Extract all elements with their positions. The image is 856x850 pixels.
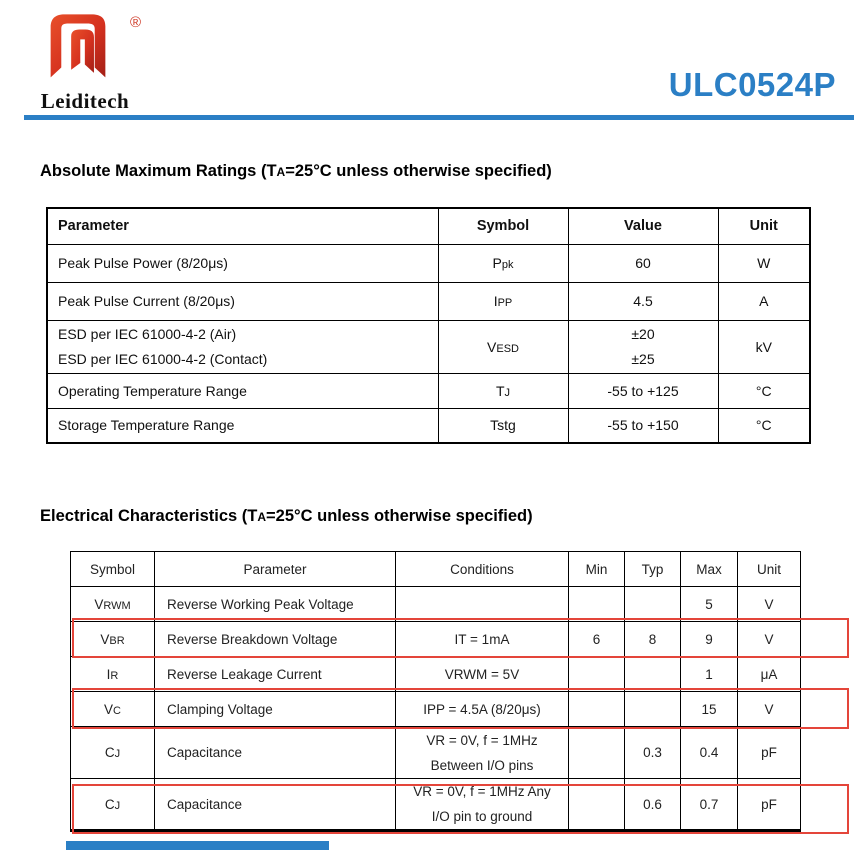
cell-max: 5 (681, 587, 738, 622)
cell-typ: 8 (625, 622, 681, 657)
cell-min (569, 727, 625, 779)
cell-symbol: Ppk (438, 244, 568, 282)
abs-max-title: Absolute Maximum Ratings (TA=25°C unless otherwise specified) (40, 162, 552, 180)
cell-typ (625, 657, 681, 692)
cell-conditions: VRWM = 5V (396, 657, 569, 692)
cell-conditions (396, 587, 569, 622)
cell-value: -55 to +150 (568, 408, 718, 443)
cell-unit: A (718, 282, 810, 320)
col-unit: Unit (718, 208, 810, 244)
elec-char-table (70, 551, 801, 832)
col-symbol: Symbol (438, 208, 568, 244)
cell-parameter: Capacitance (155, 727, 396, 779)
cell-min (569, 779, 625, 831)
cell-symbol: VRWM (71, 587, 155, 622)
cell-unit: V (738, 692, 801, 727)
cell-parameter: Capacitance (155, 779, 396, 831)
cell-unit: V (738, 587, 801, 622)
cell-parameter: Clamping Voltage (155, 692, 396, 727)
cell-conditions: IPP = 4.5A (8/20μs) (396, 692, 569, 727)
cell-value: ±20 ±25 (568, 320, 718, 373)
table-row (47, 282, 810, 320)
cell-symbol: VESD (438, 320, 568, 373)
col-value: Value (568, 208, 718, 244)
cell-unit: °C (718, 373, 810, 408)
cell-unit: pF (738, 727, 801, 779)
table-header-row (71, 552, 801, 587)
col-parameter: Parameter (47, 208, 438, 244)
cell-min (569, 657, 625, 692)
cell-symbol: CJ (71, 727, 155, 779)
col-min: Min (569, 552, 625, 587)
cell-parameter: Reverse Working Peak Voltage (155, 587, 396, 622)
cell-unit: W (718, 244, 810, 282)
registered-trademark-icon: ® (130, 14, 142, 31)
table-row (47, 373, 810, 408)
cell-parameter: Peak Pulse Power (8/20μs) (47, 244, 438, 282)
logo (30, 6, 160, 114)
table-row-highlighted (71, 692, 801, 727)
cell-symbol: CJ (71, 779, 155, 831)
cell-min (569, 692, 625, 727)
table-row (47, 408, 810, 443)
table-header-row (47, 208, 810, 244)
cell-value: 4.5 (568, 282, 718, 320)
cell-conditions: VR = 0V, f = 1MHz Any I/O pin to ground (396, 779, 569, 831)
table-row (71, 657, 801, 692)
cell-max: 9 (681, 622, 738, 657)
table-row-highlighted (71, 779, 801, 831)
cell-parameter: Reverse Breakdown Voltage (155, 622, 396, 657)
cell-parameter: ESD per IEC 61000-4-2 (Air) ESD per IEC 61000-4-2 (Contact) (47, 320, 438, 373)
cell-typ (625, 587, 681, 622)
cell-max: 1 (681, 657, 738, 692)
cell-symbol: VBR (71, 622, 155, 657)
abs-max-table (46, 207, 811, 444)
cell-conditions: VR = 0V, f = 1MHz Between I/O pins (396, 727, 569, 779)
cell-max: 0.7 (681, 779, 738, 831)
table-row (71, 587, 801, 622)
col-symbol: Symbol (71, 552, 155, 587)
bottom-page-edge-bar (66, 841, 329, 850)
cell-value: 60 (568, 244, 718, 282)
table-row (71, 727, 801, 779)
table-row (47, 244, 810, 282)
elec-char-title: Electrical Characteristics (TA=25°C unless otherwise specified) (40, 507, 533, 525)
cell-parameter: Reverse Leakage Current (155, 657, 396, 692)
table-row-highlighted (71, 622, 801, 657)
cell-min (569, 587, 625, 622)
col-typ: Typ (625, 552, 681, 587)
col-unit: Unit (738, 552, 801, 587)
cell-parameter: Peak Pulse Current (8/20μs) (47, 282, 438, 320)
cell-max: 15 (681, 692, 738, 727)
cell-parameter: Storage Temperature Range (47, 408, 438, 443)
cell-unit: V (738, 622, 801, 657)
header-rule (24, 115, 854, 120)
cell-symbol: IR (71, 657, 155, 692)
cell-symbol: Tstg (438, 408, 568, 443)
leiditech-logo-icon (40, 6, 116, 88)
cell-max: 0.4 (681, 727, 738, 779)
col-conditions: Conditions (396, 552, 569, 587)
cell-value: -55 to +125 (568, 373, 718, 408)
cell-unit: pF (738, 779, 801, 831)
cell-typ (625, 692, 681, 727)
part-number: ULC0524P (668, 66, 836, 103)
cell-unit: kV (718, 320, 810, 373)
col-parameter: Parameter (155, 552, 396, 587)
cell-parameter: Operating Temperature Range (47, 373, 438, 408)
logo-text: Leiditech (40, 89, 130, 113)
cell-min: 6 (569, 622, 625, 657)
cell-conditions: IT = 1mA (396, 622, 569, 657)
cell-typ: 0.3 (625, 727, 681, 779)
cell-typ: 0.6 (625, 779, 681, 831)
col-max: Max (681, 552, 738, 587)
cell-unit: °C (718, 408, 810, 443)
cell-unit: μA (738, 657, 801, 692)
cell-symbol: IPP (438, 282, 568, 320)
table-row (47, 320, 810, 373)
cell-symbol: TJ (438, 373, 568, 408)
cell-symbol: VC (71, 692, 155, 727)
